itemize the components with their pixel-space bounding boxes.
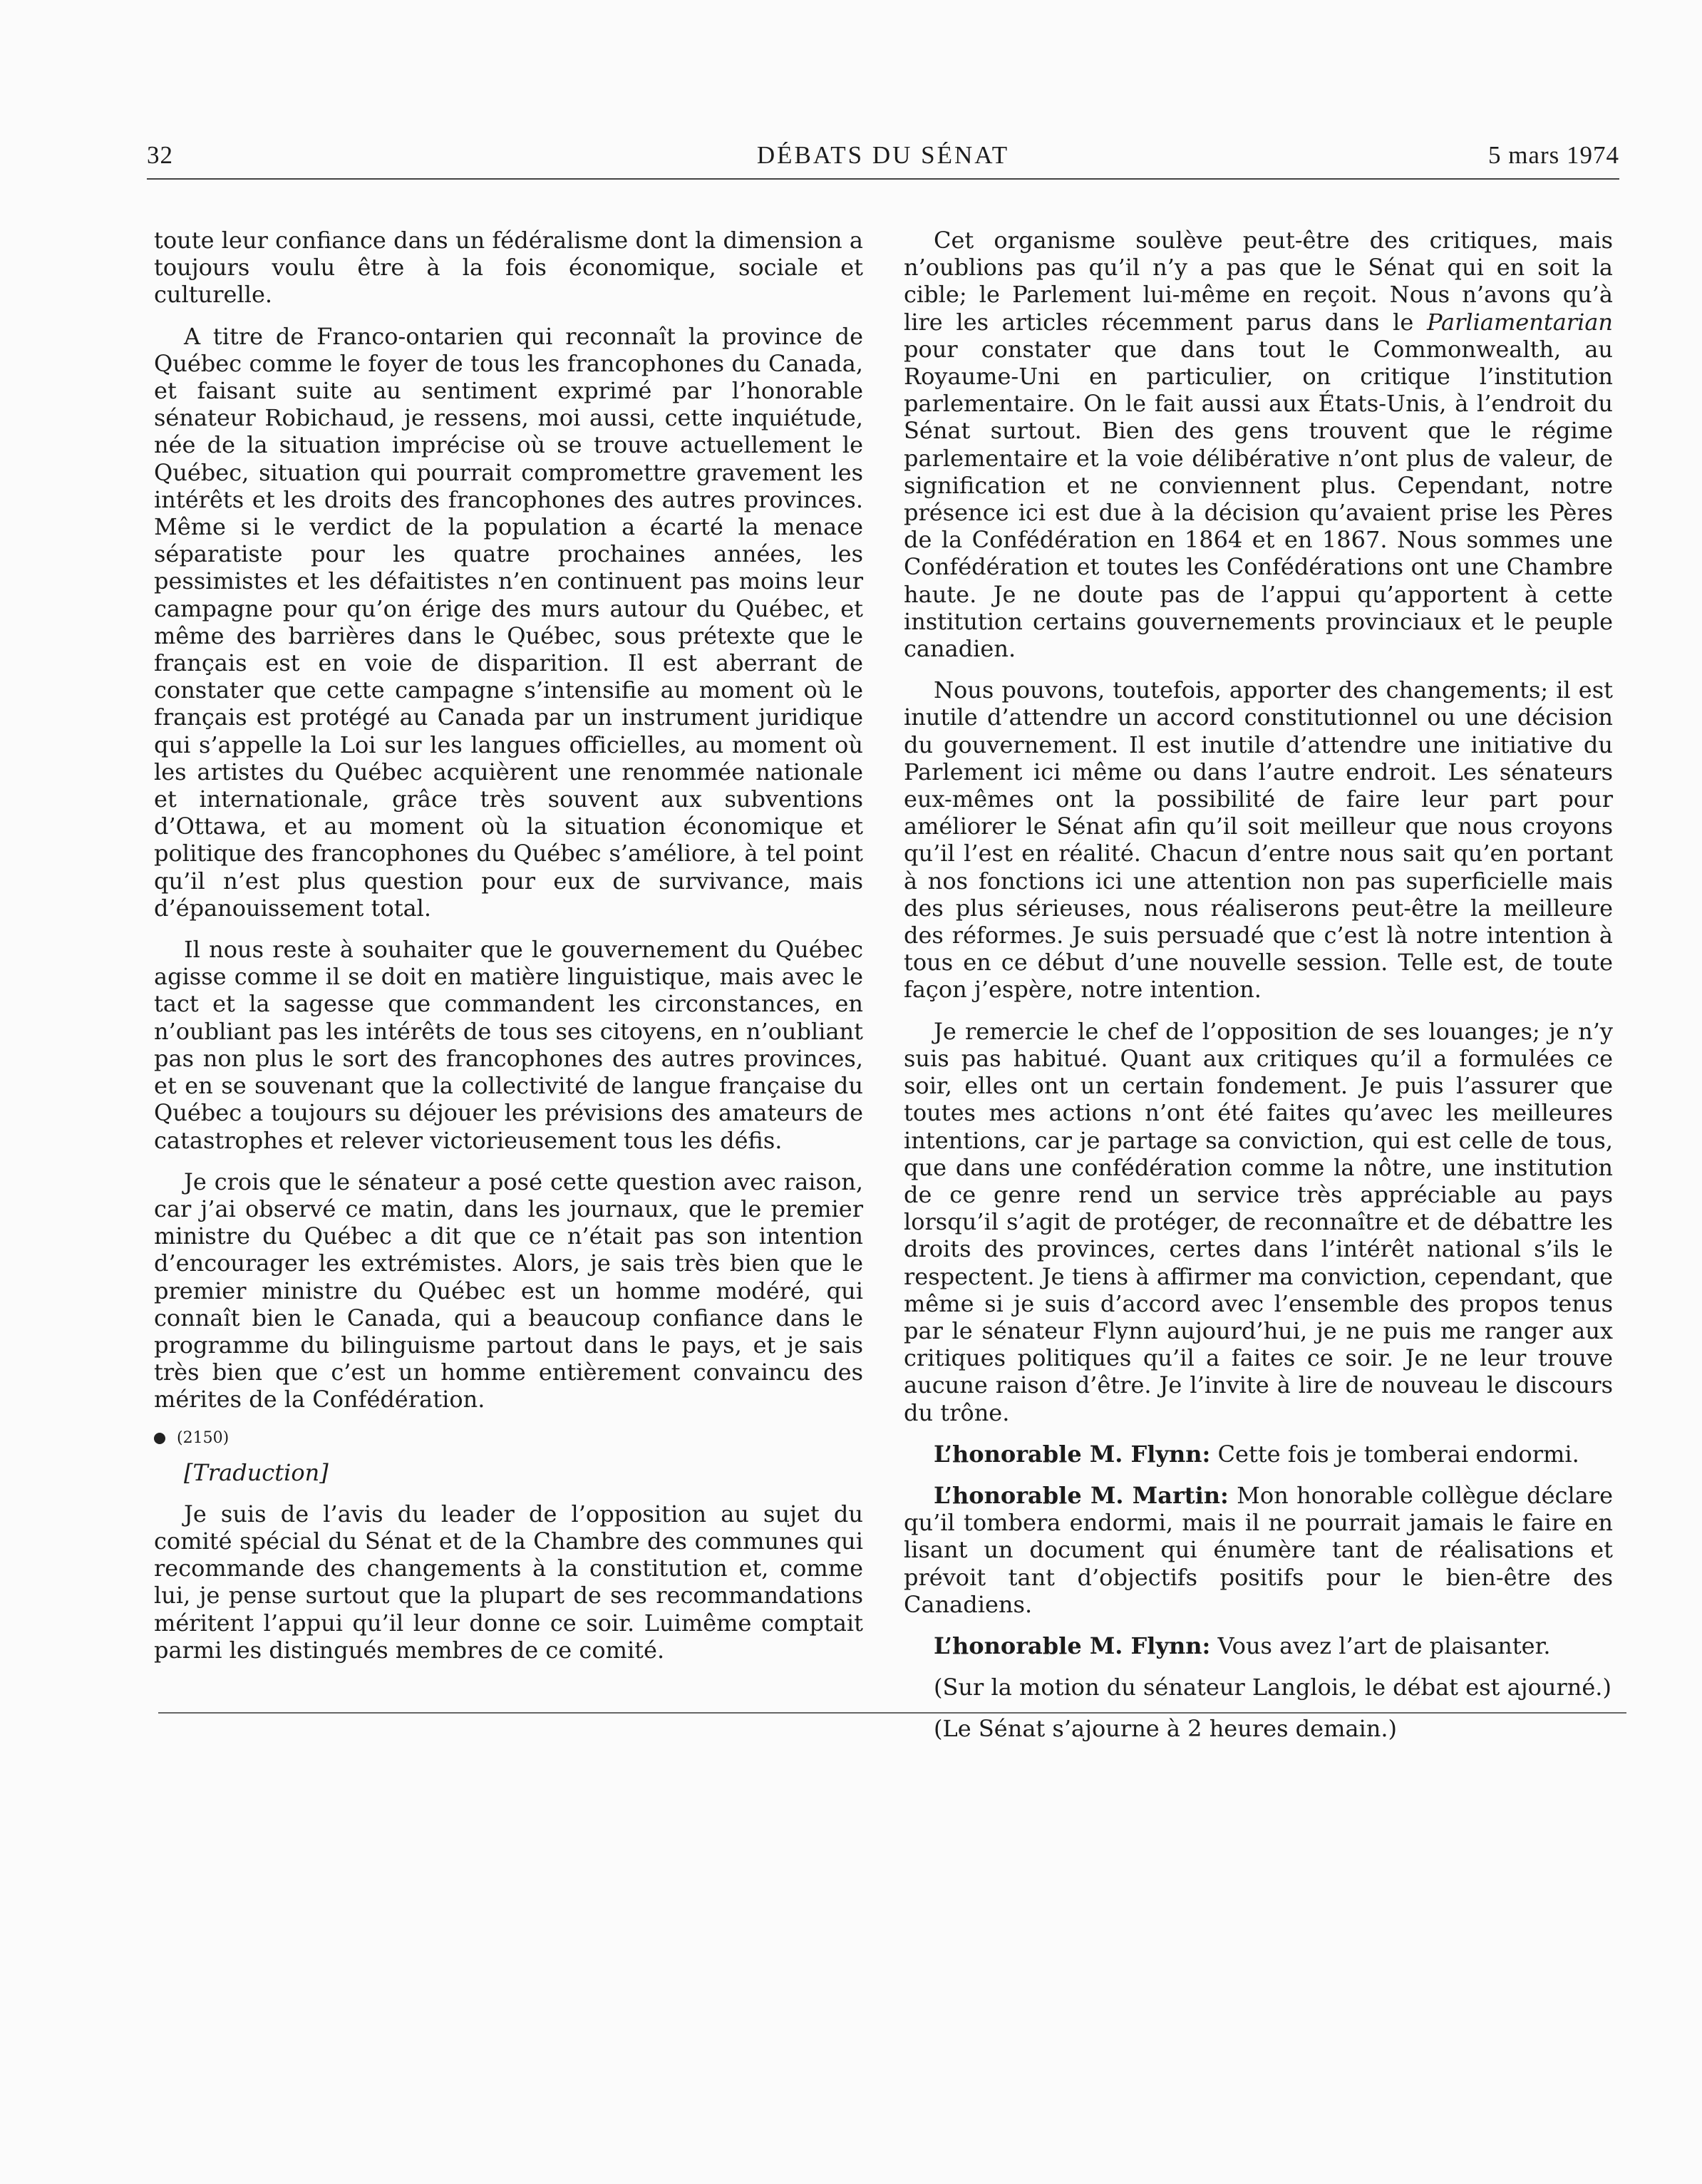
- bullet-dot-icon: [154, 1433, 165, 1444]
- text-run: Cet organisme soulève peut-être des critiques, mais n’oublions pas qu’il n’y a pas que le Sénat qui en soit la cible; le Parlement lui-même en reçoit. Nous n’avons qu’à lire les articles récemment parus dans le: [904, 227, 1613, 336]
- publication-title: DÉBATS DU SÉNAT: [756, 141, 1010, 169]
- paragraph: Nous pouvons, toutefois, apporter des changements; il est inutile d’attendre un accord constitutionnel ou une décision du gouvernement. Il est inutile d’attendre une initiative du Parlement ici même ou dans l’autre endroit. Les sénateurs eux-mêmes ont la possibilité de faire leur part pour améliorer le Sénat afin qu’il soit meilleur que nous croyons qu’il l’est en réalité. Chacun d’entre nous sait qu’en portant à nos fonctions ici une attention non pas superficielle mais des plus sérieuses, nous réaliserons peut-être la meilleure des réformes. Je suis persuadé que c’est là notre intention à tous en ce début d’une nouvelle session. Telle est, de toute façon j’espère, notre intention.: [904, 676, 1613, 1004]
- speech-paragraph: [904, 1632, 1613, 1659]
- paragraph: Je suis de l’avis du leader de l’opposition au sujet du comité spécial du Sénat et de la Chambre des communes qui recommande des changements à la constitution et, comme lui, je pense surtout que la plupart de ses recommandations méritent l’appui qu’il leur donne ce soir. Luimême comptait parmi les distingués membres de ce comité.: [154, 1500, 863, 1664]
- adjournment-note: (Le Sénat s’ajourne à 2 heures demain.): [934, 1715, 1398, 1743]
- paragraph: Il nous reste à souhaiter que le gouvernement du Québec agisse comme il se doit en matière linguistique, mais avec le tact et la sagesse que commandent les circonstances, en n’oubliant pas les intérêts de tous ses citoyens, en n’oubliant pas non plus le sort des francophones des autres provinces, et en se souvenant que la collectivité de langue française du Québec a toujours su déjouer les prévisions des amateurs de catastrophes et relever victorieusement tous les défis.: [154, 936, 863, 1154]
- footer-rule: [158, 1712, 1626, 1714]
- paragraph: Je remercie le chef de l’opposition de ses louanges; je n’y suis pas habitué. Quant aux critiques qu’il a formulées ce soir, elles ont un certain fondement. Je puis l’assurer que toutes mes actions n’ont été faites qu’avec les meilleures intentions, car je partage sa conviction, qui est celle de tous, que dans une confédération comme la nôtre, une institution de ce genre rend un service très appréciable au pays lorsqu’il s’agit de protéger, de reconnaître et de débattre les droits des provinces, certes dans l’intérêt national s’ils le respectent. Je tiens à affirmer ma conviction, cependant, que même si je suis d’accord avec l’ensemble des propos tenus par le sénateur Flynn aujourd’hui, je ne puis me ranger aux critiques politiques qu’il a faites ce soir. Je ne leur trouve aucune raison d’être. Je l’invite à lire de nouveau le discours du trône.: [904, 1017, 1613, 1426]
- speaker-name: L’honorable M. Martin:: [934, 1481, 1229, 1509]
- text-run: pour constater que dans tout le Commonwealth, au Royaume-Uni en particulier, on critique l’institution parlementaire. On le fait aussi aux États-Unis, à l’endroit du Sénat surtout. Bien des gens trouvent que le régime parlementaire et la voie délibérative n’ont plus de valeur, de signification et ne conviennent plus. Cependant, notre présence ici est due à la décision qu’avaient prise les Pères de la Confédération en 1864 et en 1867. Nous sommes une Confédération et toutes les Confédérations ont une Chambre haute. Je ne doute pas de l’appui qu’apportent à cette institution certains gouvernements provinciaux et le peuple canadien.: [904, 335, 1613, 663]
- left-column: [154, 227, 863, 1678]
- paragraph: A titre de Franco-ontarien qui reconnaît la province de Québec comme le foyer de tous les francophones du Canada, et faisant suite au sentiment exprimé par l’honorable sénateur Robichaud, je ressens, moi aussi, cette inquiétude, née de la situation imprécise où se trouve actuellement le Québec, situation qui pourrait compromettre gravement les intérêts et les droits des francophones des autres provinces. Même si le verdict de la population a écarté la menace séparatiste pour les quatre prochaines années, les pessimistes et les défaitistes n’en continuent pas moins leur campagne pour qu’on érige des murs autour du Québec, et même des barrières dans le Québec, sous prétexte que le français est en voie de disparition. Il est aberrant de constater que cette campagne s’intensifie au moment où le français est protégé au Canada par un instrument juridique qui s’appelle la Loi sur les langues officielles, au moment où les artistes du Québec acquièrent une renommée nationale et internationale, grâce très souvent aux subventions d’Ottawa, et au moment où la situation économique et politique des francophones du Québec s’améliore, à tel point qu’il n’est plus question pour eux de survivance, mais d’épanouissement total.: [154, 322, 863, 922]
- time-marker-text: (2150): [177, 1428, 229, 1447]
- paragraph: toute leur confiance dans un fédéralisme dont la dimension a toujours voulu être à la fois économique, sociale et culturelle.: [154, 227, 863, 309]
- speech-text: Cette fois je tomberai endormi.: [1210, 1440, 1579, 1468]
- speaker-name: L’honorable M. Flynn:: [934, 1440, 1211, 1468]
- running-head: [147, 141, 1619, 180]
- speaker-name: L’honorable M. Flynn:: [934, 1632, 1211, 1659]
- page-number: 32: [147, 141, 173, 169]
- right-column: [904, 227, 1613, 1757]
- translation-label: [Traduction]: [184, 1458, 329, 1486]
- publication-date: 5 mars 1974: [1487, 141, 1619, 169]
- speech-paragraph: [904, 1441, 1613, 1468]
- journal-title: Parliamentarian: [1426, 308, 1613, 336]
- paragraph: [904, 227, 1613, 662]
- speech-text: Vous avez l’art de plaisanter.: [1210, 1632, 1551, 1659]
- header-rule: [147, 178, 1619, 180]
- motion-note: (Sur la motion du sénateur Langlois, le débat est ajourné.): [934, 1674, 1611, 1701]
- time-marker: [154, 1428, 863, 1449]
- speech-paragraph: [904, 1482, 1613, 1618]
- paragraph: Je crois que le sénateur a posé cette question avec raison, car j’ai observé ce matin, dans les journaux, que le premier ministre du Québec a dit que ce n’était pas son intention d’encourager les extrémistes. Alors, je sais très bien que le premier ministre du Québec est un homme modéré, qui connaît bien le Canada, qui a beaucoup confiance dans le programme du bilinguisme partout dans le pays, et je sais très bien que c’est un homme entièrement convaincu des mérites de la Confédération.: [154, 1168, 863, 1413]
- speech-text: Mon honorable collègue déclare qu’il tombera endormi, mais il ne pourrait jamais le faire en lisant un document qui énumère tant de réalisations et prévoit tant d’objectifs positifs pour le bien-être des Canadiens.: [904, 1481, 1614, 1618]
